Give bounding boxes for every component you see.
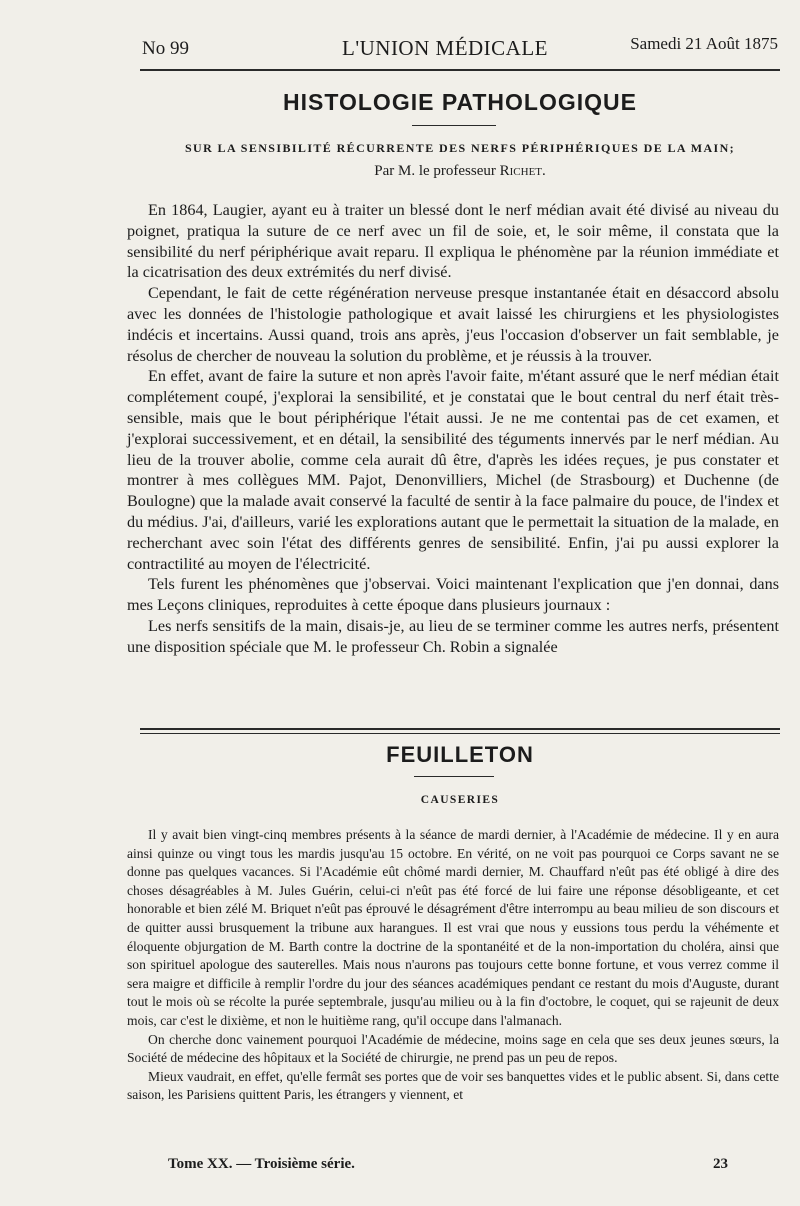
issue-date: Samedi 21 Août 1875 [630,34,778,53]
article-byline [140,163,780,180]
article-paragraph: Tels furent les phénomènes que j'observai. Voici maintenant l'explication que j'en donnai, dans mes Leçons cliniques, reproduites à cette époque dans plusieurs journaux : [127,575,779,615]
feuilleton-paragraph: On cherche donc vainement pourquoi l'Académie de médecine, moins sage en cela que ses deux jeunes sœurs, la Société de médecine des hôpitaux et la Société de chirurgie, ne prend pas un peu de repos. [127,1031,779,1066]
article-body [127,200,779,658]
issue-number: No 99 [142,38,189,59]
feuilleton-rule [140,728,780,730]
feuilleton-subtitle: CAUSERIES [420,794,500,806]
feuilleton-body [127,826,779,1105]
article-subtitle: SUR LA SENSIBILITÉ RÉCURRENTE DES NERFS PÉRIPHÉRIQUES DE LA MAIN; [184,141,736,155]
feuilleton-paragraph: Il y avait bien vingt-cinq membres présents à la séance de mardi dernier, à l'Académie de médecine. Il y en aura ainsi quinze ou vingt tous les mardis jusqu'au 15 octobre. En vérité, on ne voit pas pourquoi ce Corps savant ne se donne pas quelques vacances. Si l'Académie eût chômé mardi dernier, M. Chauffard n'eût pas été obligé à dire des choses désagréables à M. Jules Guérin, celui-ci n'eût pas été forcé de lui faire une réponse désobligeante, et cet honorable et bien zélé M. Briquet n'eût pas éprouvé le désagrément d'être interrompu au beau milieu de son discours et de quitter aussi brusquement la tribune aux harangues. Il est vrai que nous y eussions tous perdu la véhémente et éloquente objurgation de M. Barth contre la doctrine de la spontanéité et de la non-importation du choléra, ainsi que son spirituel apologue des sauterelles. Mais nous n'aurons pas toujours cette bonne fortune, et vous verrez comme il sera maigre et difficile à remplir l'ordre du jour des séances académiques pendant ce restant du mois d'Auguste, durant tout le mois où se récolte la purée septembrale, jusqu'au milieu ou à la fin d'octobre, le coquet, qui se rajeunit de deux mois, car c'est le dixième, et non le huitième rang, qu'il occupe dans l'almanach. [127,827,779,1028]
feuilleton-divider [414,776,494,777]
article-section-title: HISTOLOGIE PATHOLOGIQUE [283,89,637,115]
journal-title: L'UNION MÉDICALE [342,36,549,60]
article-paragraph: Les nerfs sensitifs de la main, disais-je, au lieu de se terminer comme les autres nerfs, présentent une disposition spéciale que M. le professeur Ch. Robin a signalée [127,616,779,656]
feuilleton-paragraph: Mieux vaudrait, en effet, qu'elle fermât ses portes que de voir ses banquettes vides et le public absent. Si, dans cette saison, les Parisiens quittent Paris, les étrangers y viennent, et [127,1068,779,1103]
feuilleton-section-title: FEUILLETON [386,742,534,767]
tome-info: Tome XX. — Troisième série. [168,1156,355,1172]
page-header [142,34,778,64]
article-paragraph: En effet, avant de faire la suture et non après l'avoir faite, m'étant assuré que le nerf médian était complétement coupé, j'explorai la sensibilité, et je constatai que le bout central du nerf était très-sensible, mais que le bout périphérique l'était aussi. Je ne me contentai pas de cet examen, et j'explorai successivement, et en détail, la sensibilité des téguments innervés par le nerf médian. Au lieu de la trouver abolie, comme cela aurait dû être, d'après les idées reçues, je pus constater et montrer à mes collègues MM. Pajot, Denonvilliers, Michel (de Strasbourg) et Duchenne (de Boulogne) que la malade avait conservé la faculté de sentir à la face palmaire du pouce, de l'index et du médius. J'ai, d'ailleurs, varié les explorations autant que le permettait la situation de la malade, en recherchant avec soin l'état des différents genres de sensibilité. Enfin, j'ai pu aussi explorer la contractilité au moyen de l'électricité. [127,367,779,573]
section-divider [412,125,496,126]
article-paragraph: En 1864, Laugier, ayant eu à traiter un blessé dont le nerf médian avait été divisé au niveau du poignet, pratiqua la suture de ce nerf avec un fil de soie, et, le soir même, il constata que la sensibilité du nerf périphérique avait reparu. Il expliqua le phénomène par la réunion immédiate et la cicatrisation des deux extrémités du nerf divisé. [127,201,779,282]
page-number: 23 [713,1156,728,1172]
byline-prefix: Par M. le professeur [374,163,496,179]
feuilleton-rule-thin [140,733,780,734]
byline-author: Richet. [499,163,546,179]
header-rule [140,69,780,71]
article-paragraph: Cependant, le fait de cette régénération nerveuse presque instantanée était en désaccord absolu avec les données de l'histologie pathologique et avait laissé les chirurgiens et les physiologistes indécis et incertains. Aussi quand, trois ans après, j'eus l'occasion d'observer un fait semblable, je résolus de chercher de nouveau la solution du problème, et je réussis à la trouver. [127,284,779,365]
